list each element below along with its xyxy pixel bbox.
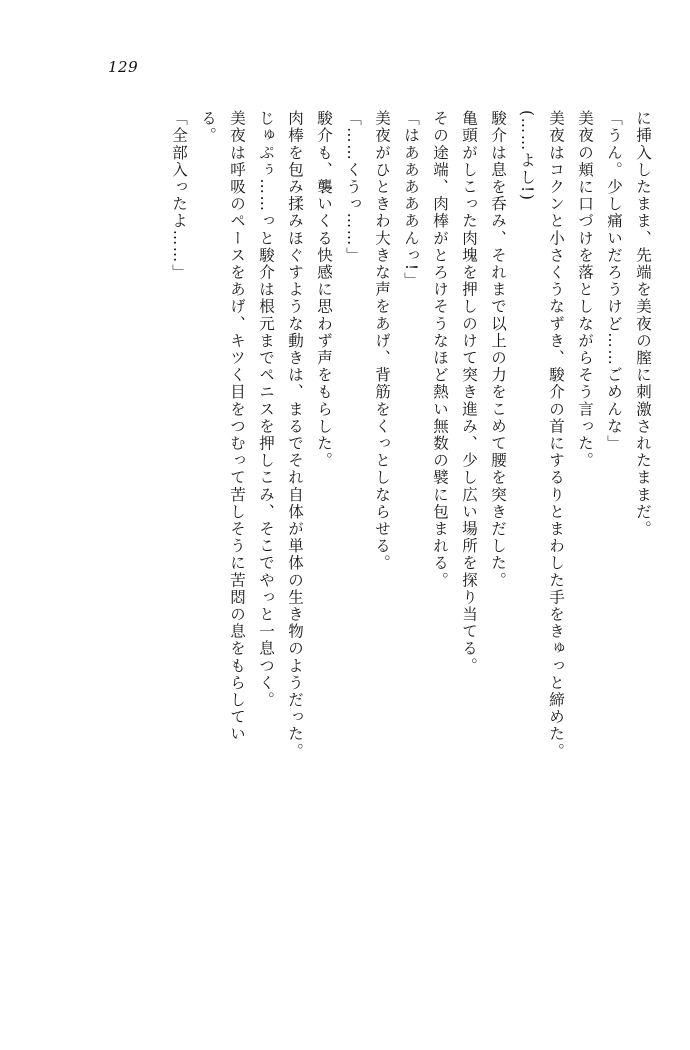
text-line: (……よし!) (518, 110, 536, 202)
text-line: 美夜はコクンと小さくうなずき、駿介の首にするりとまわした手をきゅっと締めた。 (547, 110, 565, 760)
text-line: その途端、肉棒がとろけそうなほど熱い無数の襞に包まれる。 (431, 110, 449, 589)
text-line: 駿介は息を呑み、それまで以上の力をこめて腰を突きだした。 (489, 110, 507, 589)
text-line: 美夜は呼吸のペースをあげ、キツく目をつむって苦しそうに苦悶の息をもらしてい (228, 110, 246, 743)
text-line: 美夜がひときわ大きな声をあげ、背筋をくっとしならせる。 (373, 110, 391, 572)
text-line: 「うん。少し痛いだろうけど……ごめんな」 (605, 110, 623, 452)
text-line: じゅぷぅ……っと駿介は根元までペニスを押しこみ、そこでやっと一息つく。 (257, 110, 275, 709)
page-number: 129 (108, 58, 139, 76)
text-line: に挿入したまま、先端を美夜の膣に刺激されたままだ。 (634, 110, 652, 538)
text-line: 「……くうっ……」 (344, 110, 362, 264)
text-line: 駿介も、襲いくる快感に思わず声をもらした。 (315, 110, 333, 470)
text-line: 「全部入ったよ……」 (170, 110, 188, 281)
text-line: 肉棒を包み揉みほぐすような動きは、まるでそれ自体が単体の生き物のようだった。 (286, 110, 304, 760)
text-line: 亀頭がしこった肉塊を押しのけて突き進み、少し広い場所を探り当てる。 (460, 110, 478, 675)
text-line: 美夜の頬に口づけを落としながらそう言った。 (576, 110, 594, 470)
vertical-text-block (157, 110, 650, 990)
text-line: る。 (199, 110, 217, 145)
text-line: 「はあああああんっ!」 (402, 110, 420, 289)
